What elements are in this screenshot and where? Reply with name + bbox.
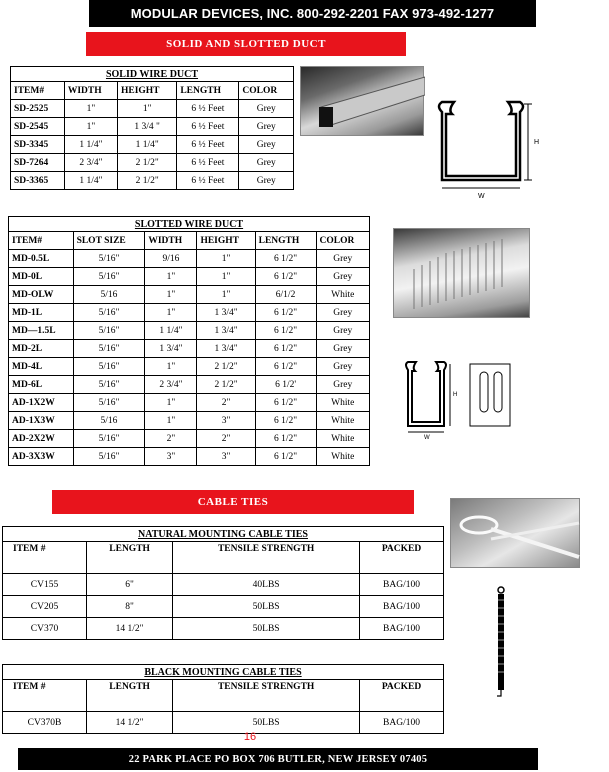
table-cell: 3": [197, 412, 255, 430]
table-cell: 5/16: [73, 286, 145, 304]
column-header: COLOR: [316, 232, 370, 250]
table-cell: 6 1/2": [255, 448, 316, 466]
table-cell: 50LBS: [173, 712, 360, 734]
slotted-duct-photo-detail: [394, 229, 531, 319]
table-cell: White: [316, 412, 370, 430]
table-header-row: [9, 232, 370, 250]
column-header: ITEM #: [3, 680, 87, 712]
table-cell: 5/16": [73, 322, 145, 340]
column-header: PACKED: [360, 542, 444, 574]
table-cell: 5/16": [73, 304, 145, 322]
table-cell: 9/16: [145, 250, 197, 268]
slotted-diagram-width-label: W: [424, 435, 430, 440]
table-row: [3, 712, 444, 734]
table-row: [11, 172, 294, 190]
item-number-cell: AD-1X3W: [9, 412, 74, 430]
column-header: SLOT SIZE: [73, 232, 145, 250]
table-cell: 14 1/2": [87, 712, 173, 734]
table-cell: Grey: [239, 136, 294, 154]
table-cell: 5/16": [73, 250, 145, 268]
table-cell: 6 1/2': [255, 376, 316, 394]
cable-tie-diagram: [494, 586, 508, 698]
diagram-height-label: H: [534, 139, 540, 146]
table-cell: 14 1/2": [87, 618, 173, 640]
table-cell: Grey: [239, 100, 294, 118]
table-cell: 6 1/2": [255, 304, 316, 322]
table-cell: 50LBS: [173, 596, 360, 618]
table-header-row: [11, 82, 294, 100]
black-table-title: BLACK MOUNTING CABLE TIES: [2, 664, 444, 679]
table-header-row: [3, 680, 444, 712]
table-cell: 6": [87, 574, 173, 596]
table-cell: 1 3/4 ": [117, 118, 176, 136]
table-cell: BAG/100: [360, 596, 444, 618]
table-cell: 1 3/4": [197, 340, 255, 358]
item-number-cell: SD-3345: [11, 136, 65, 154]
table-row: [3, 618, 444, 640]
table-cell: 6 ½ Feet: [177, 118, 239, 136]
table-cell: 5/16": [73, 448, 145, 466]
table-row: [9, 430, 370, 448]
table-cell: White: [316, 448, 370, 466]
table-cell: 8": [87, 596, 173, 618]
table-cell: 1": [145, 358, 197, 376]
table-cell: 1": [64, 100, 117, 118]
item-number-cell: SD-3365: [11, 172, 65, 190]
table-cell: 1 1/4": [117, 136, 176, 154]
slotted-diagram-height-label: H: [453, 392, 458, 398]
table-row: [9, 340, 370, 358]
table-cell: 5/16": [73, 340, 145, 358]
table-cell: 2 1/2": [117, 172, 176, 190]
table-cell: White: [316, 430, 370, 448]
table-cell: 50LBS: [173, 618, 360, 640]
table-row: [9, 286, 370, 304]
column-header: LENGTH: [255, 232, 316, 250]
table-cell: 2": [197, 394, 255, 412]
item-number-cell: AD-3X3W: [9, 448, 74, 466]
page-footer: [18, 748, 538, 770]
table-cell: 6 1/2": [255, 394, 316, 412]
solid-table-title: SOLID WIRE DUCT: [10, 66, 294, 81]
column-header: LENGTH: [177, 82, 239, 100]
solid-duct-photo-detail: [301, 67, 425, 137]
table-cell: 1": [197, 286, 255, 304]
table-cell: Grey: [316, 268, 370, 286]
table-cell: 1 3/4": [145, 340, 197, 358]
table-row: [9, 250, 370, 268]
table-cell: 1": [197, 250, 255, 268]
page-number: 16: [243, 731, 257, 743]
column-header: WIDTH: [64, 82, 117, 100]
table-cell: 6 1/2": [255, 268, 316, 286]
column-header: PACKED: [360, 680, 444, 712]
table-cell: 1": [145, 304, 197, 322]
column-header: TENSILE STRENGTH: [173, 680, 360, 712]
table-cell: 2 1/2": [197, 376, 255, 394]
table-cell: 6 1/2": [255, 358, 316, 376]
table-cell: 2": [145, 430, 197, 448]
slotted-wire-duct-table: [8, 216, 370, 466]
item-number-cell: AD-1X2W: [9, 394, 74, 412]
slotted-duct-photo: [393, 228, 530, 318]
column-header: HEIGHT: [117, 82, 176, 100]
table-row: [9, 448, 370, 466]
table-cell: BAG/100: [360, 712, 444, 734]
table-cell: 1": [145, 268, 197, 286]
cable-ties-photo-detail: [451, 499, 581, 569]
column-header: LENGTH: [87, 680, 173, 712]
cable-ties-banner: [52, 490, 414, 514]
cable-ties-title: CABLE TIES: [197, 496, 269, 508]
table-cell: 6 1/2": [255, 412, 316, 430]
table-cell: 5/16": [73, 268, 145, 286]
column-header: TENSILE STRENGTH: [173, 542, 360, 574]
table-cell: 1": [145, 286, 197, 304]
item-number-cell: AD-2X2W: [9, 430, 74, 448]
table-cell: 5/16: [73, 412, 145, 430]
table-row: [11, 136, 294, 154]
column-header: ITEM #: [3, 542, 87, 574]
item-number-cell: SD-2545: [11, 118, 65, 136]
table-row: [9, 268, 370, 286]
item-number-cell: SD-7264: [11, 154, 65, 172]
table-cell: Grey: [316, 340, 370, 358]
item-number-cell: SD-2525: [11, 100, 65, 118]
table-cell: 5/16": [73, 358, 145, 376]
table-row: [11, 100, 294, 118]
column-header: ITEM#: [11, 82, 65, 100]
table-row: [3, 574, 444, 596]
table-row: [9, 394, 370, 412]
footer-text: 22 PARK PLACE PO BOX 706 BUTLER, NEW JERSEY 07405: [128, 753, 428, 765]
table-cell: Grey: [316, 250, 370, 268]
table-cell: 40LBS: [173, 574, 360, 596]
table-cell: BAG/100: [360, 574, 444, 596]
table-cell: 6 1/2": [255, 322, 316, 340]
item-number-cell: MD-OLW: [9, 286, 74, 304]
table-row: [9, 412, 370, 430]
table-cell: Grey: [316, 376, 370, 394]
item-number-cell: MD-4L: [9, 358, 74, 376]
page-header: [89, 0, 536, 27]
table-row: [11, 154, 294, 172]
table-cell: Grey: [239, 172, 294, 190]
table-cell: 6 ½ Feet: [177, 172, 239, 190]
table-cell: 1": [117, 100, 176, 118]
table-row: [9, 376, 370, 394]
table-cell: Grey: [239, 154, 294, 172]
item-number-cell: CV205: [3, 596, 87, 618]
table-cell: 5/16": [73, 430, 145, 448]
natural-table-title: NATURAL MOUNTING CABLE TIES: [2, 526, 444, 541]
solid-duct-cross-section-diagram: [428, 100, 550, 205]
item-number-cell: MD-0L: [9, 268, 74, 286]
table-cell: Grey: [316, 304, 370, 322]
table-cell: Grey: [316, 358, 370, 376]
table-cell: Grey: [239, 118, 294, 136]
black-mounting-cable-ties-table: [2, 664, 444, 734]
item-number-cell: CV155: [3, 574, 87, 596]
item-number-cell: CV370: [3, 618, 87, 640]
item-number-cell: CV370B: [3, 712, 87, 734]
slotted-table-title: SLOTTED WIRE DUCT: [8, 216, 370, 231]
column-header: ITEM#: [9, 232, 74, 250]
natural-mounting-cable-ties-table: [2, 526, 444, 640]
table-cell: 1": [145, 412, 197, 430]
table-cell: 2 1/2": [197, 358, 255, 376]
table-cell: 2": [197, 430, 255, 448]
item-number-cell: MD-1L: [9, 304, 74, 322]
table-cell: 1 1/4": [145, 322, 197, 340]
solid-wire-duct-table: [10, 66, 294, 190]
solid-section-title: SOLID AND SLOTTED DUCT: [166, 38, 326, 50]
table-row: [11, 118, 294, 136]
table-row: [9, 304, 370, 322]
table-cell: 2 3/4": [145, 376, 197, 394]
header-text: MODULAR DEVICES, INC. 800-292-2201 FAX 973-492-1277: [130, 6, 495, 21]
diagram-width-label: W: [478, 193, 485, 200]
cable-ties-photo: [450, 498, 580, 568]
table-cell: BAG/100: [360, 618, 444, 640]
table-cell: 1 3/4": [197, 322, 255, 340]
table-row: [9, 358, 370, 376]
table-header-row: [3, 542, 444, 574]
table-cell: 1 1/4": [64, 136, 117, 154]
item-number-cell: MD—1.5L: [9, 322, 74, 340]
table-cell: 5/16": [73, 394, 145, 412]
table-row: [9, 322, 370, 340]
column-header: HEIGHT: [197, 232, 255, 250]
table-cell: 3": [145, 448, 197, 466]
table-cell: 6/1/2: [255, 286, 316, 304]
table-cell: 6 ½ Feet: [177, 154, 239, 172]
solid-duct-photo: [300, 66, 424, 136]
table-cell: 5/16": [73, 376, 145, 394]
table-cell: White: [316, 286, 370, 304]
column-header: WIDTH: [145, 232, 197, 250]
table-cell: 6 ½ Feet: [177, 136, 239, 154]
table-row: [3, 596, 444, 618]
table-cell: White: [316, 394, 370, 412]
table-cell: 6 1/2": [255, 430, 316, 448]
table-cell: 2 1/2": [117, 154, 176, 172]
item-number-cell: MD-2L: [9, 340, 74, 358]
table-cell: 2 3/4": [64, 154, 117, 172]
table-cell: 3": [197, 448, 255, 466]
table-cell: 1": [64, 118, 117, 136]
table-cell: 1": [197, 268, 255, 286]
table-cell: 6 1/2": [255, 340, 316, 358]
table-cell: 6 ½ Feet: [177, 100, 239, 118]
solid-section-banner: [86, 32, 406, 56]
column-header: COLOR: [239, 82, 294, 100]
table-cell: 1": [145, 394, 197, 412]
table-cell: Grey: [316, 322, 370, 340]
item-number-cell: MD-6L: [9, 376, 74, 394]
table-cell: 6 1/2": [255, 250, 316, 268]
table-cell: 1 1/4": [64, 172, 117, 190]
slotted-duct-cross-section-diagram: [400, 360, 522, 440]
column-header: LENGTH: [87, 542, 173, 574]
table-cell: 1 3/4": [197, 304, 255, 322]
item-number-cell: MD-0.5L: [9, 250, 74, 268]
